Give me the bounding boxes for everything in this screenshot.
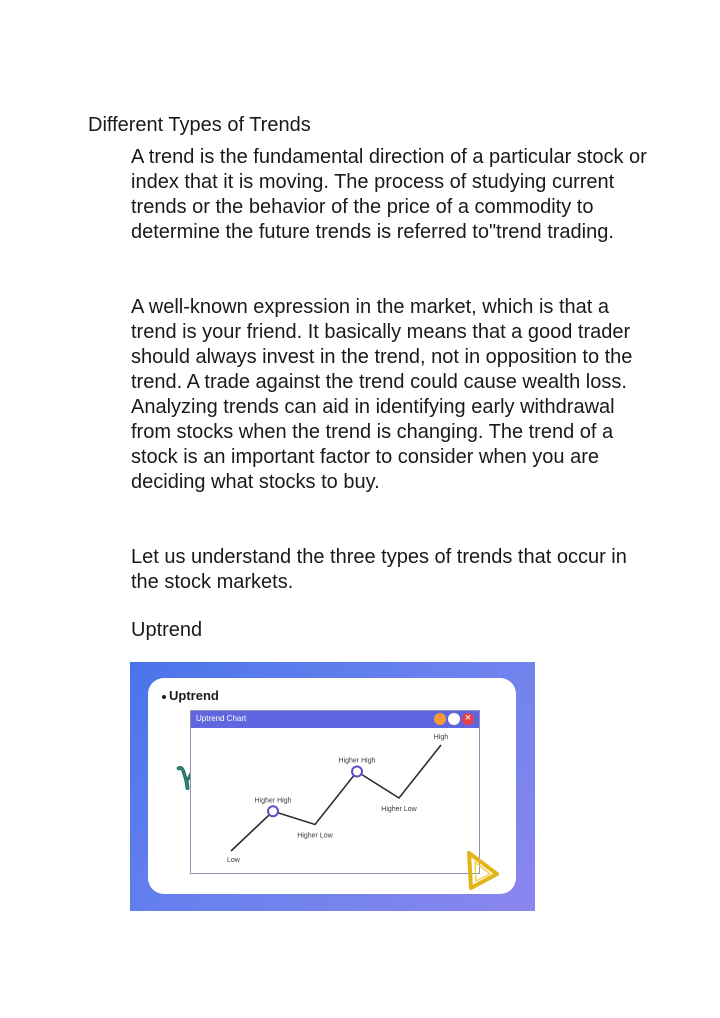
window-title: Uptrend Chart — [196, 714, 247, 723]
point-marker — [352, 767, 362, 777]
section-heading: Different Types of Trends — [88, 114, 311, 136]
point-label: Higher Low — [297, 832, 333, 840]
uptrend-figure — [130, 662, 535, 911]
point-marker — [268, 806, 278, 816]
point-label: Higher High — [254, 797, 292, 805]
figure-title: Uptrend — [162, 688, 219, 703]
point-label: Low — [227, 857, 240, 864]
uptrend-chart — [191, 711, 479, 873]
point-label: Higher High — [338, 757, 376, 765]
subheading-uptrend: Uptrend — [131, 619, 203, 641]
point-label: Higher Low — [381, 806, 417, 813]
paragraph-intro-types: Let us understand the three types of trends that occur in the stock markets. — [131, 546, 627, 593]
figure-card — [148, 678, 516, 894]
chart-window — [190, 710, 480, 874]
play-triangle-icon — [466, 850, 500, 892]
paragraph-trend-friend: A well-known expression in the market, which is that a trend is your friend. It basically means that a good trader should always invest in the trend, not in opposition to the trend. A trade against the trend could cause wealth loss. Analyzing trends can aid in identifying early withdrawal from stocks when the trend is changing. The trend of a stock is an important factor to consider when you are deciding what stocks to buy. — [131, 296, 633, 493]
bullet-icon — [162, 695, 166, 699]
paragraph-definition: A trend is the fundamental direction of a particular stock or index that it is moving. The process of studying current trends or the behavior of the price of a commodity to determine the future trends is referred to"trend trading. — [131, 146, 647, 243]
point-label: High — [433, 734, 449, 741]
